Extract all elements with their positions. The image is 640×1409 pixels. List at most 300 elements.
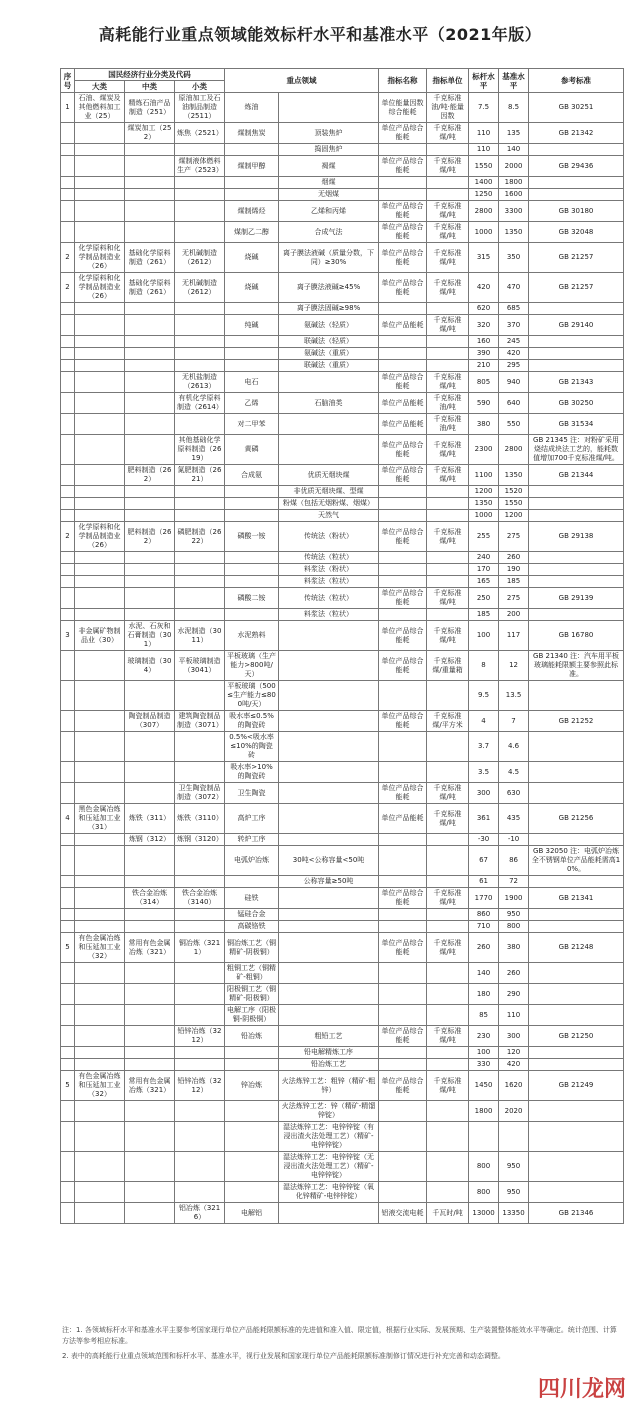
header-benchmark: 标杆水平: [469, 69, 499, 93]
cell-seq: [61, 144, 75, 156]
cell-seq: [61, 189, 75, 201]
cell-subfield: [279, 888, 379, 909]
cell-unit: 千克标准煤/吨: [427, 315, 469, 336]
cell-subfield: 非优质无烟块煤、型煤: [279, 486, 379, 498]
cell-indicator: [379, 486, 427, 498]
cell-indicator: [379, 1182, 427, 1203]
cell-benchmark: 420: [469, 273, 499, 303]
table-row: [61, 609, 624, 621]
cell-seq: [61, 711, 75, 732]
cell-unit: 千克标准煤/吨: [427, 156, 469, 177]
cell-standard: GB 21343: [529, 372, 624, 393]
footnote-1: 注：1. 各领域标杆水平和基准水平主要参考国家现行单位产品能耗限额标准的先进值和准入值、限定值，根据行业实际、发展预期、生产装置整体能效水平等确定。统计范围、计算方法等参考相应标准。: [62, 1326, 617, 1345]
cell-standard: [529, 1122, 624, 1152]
table-row: [61, 876, 624, 888]
cell-indicator: 单位产品综合能耗: [379, 123, 427, 144]
cell-field: [225, 1059, 279, 1071]
cell-indicator: 单位产品综合能耗: [379, 156, 427, 177]
cell-field: 对二甲苯: [225, 414, 279, 435]
cell-field: 磷酸二铵: [225, 588, 279, 609]
cell-field: 电弧炉冶炼: [225, 846, 279, 876]
cell-middle: [125, 1152, 175, 1182]
cell-standard: GB 21341: [529, 888, 624, 909]
cell-baseline: 135: [499, 123, 529, 144]
cell-major: 石油、煤炭及其他燃料加工业（25）: [75, 93, 125, 123]
cell-minor: 其他基础化学原料制造（2619）: [175, 435, 225, 465]
table-row: [61, 681, 624, 711]
cell-baseline: 1600: [499, 189, 529, 201]
cell-field: 锰硅合金: [225, 909, 279, 921]
cell-subfield: [279, 414, 379, 435]
table-row: [61, 486, 624, 498]
cell-benchmark: 710: [469, 921, 499, 933]
cell-standard: GB 21250: [529, 1026, 624, 1047]
cell-seq: [61, 1047, 75, 1059]
cell-minor: 平板玻璃制造（3041）: [175, 651, 225, 681]
cell-unit: 千克标准煤/重量箱: [427, 651, 469, 681]
cell-unit: 千克标准煤/吨: [427, 372, 469, 393]
cell-unit: 千克标准煤/吨: [427, 273, 469, 303]
cell-seq: [61, 303, 75, 315]
cell-major: [75, 1026, 125, 1047]
cell-benchmark: 1000: [469, 222, 499, 243]
cell-indicator: [379, 681, 427, 711]
cell-standard: GB 30251: [529, 93, 624, 123]
cell-seq: [61, 435, 75, 465]
cell-benchmark: 85: [469, 1005, 499, 1026]
table-row: [61, 804, 624, 834]
table-row: [61, 834, 624, 846]
table-row: [61, 435, 624, 465]
cell-major: [75, 588, 125, 609]
cell-benchmark: 1000: [469, 510, 499, 522]
cell-middle: [125, 189, 175, 201]
cell-unit: [427, 1182, 469, 1203]
table-row: [61, 510, 624, 522]
cell-baseline: 420: [499, 1059, 529, 1071]
cell-middle: [125, 177, 175, 189]
cell-middle: [125, 1101, 175, 1122]
cell-field: 煤制甲醇: [225, 156, 279, 177]
watermark-logo: 四川龙网: [537, 1377, 626, 1402]
cell-minor: 铅锌冶炼（3212）: [175, 1071, 225, 1101]
cell-minor: [175, 1059, 225, 1071]
cell-indicator: [379, 963, 427, 984]
cell-middle: 炼铁（311）: [125, 804, 175, 834]
cell-indicator: [379, 609, 427, 621]
cell-standard: GB 21256: [529, 804, 624, 834]
cell-benchmark: 160: [469, 336, 499, 348]
cell-major: [75, 762, 125, 783]
cell-field: [225, 576, 279, 588]
cell-middle: [125, 783, 175, 804]
cell-unit: 千克标准煤/吨: [427, 933, 469, 963]
cell-middle: [125, 552, 175, 564]
cell-field: 水泥熟料: [225, 621, 279, 651]
table-row: [61, 222, 624, 243]
cell-benchmark: 3.7: [469, 732, 499, 762]
cell-field: 0.5%<吸水率≤10%的陶瓷砖: [225, 732, 279, 762]
cell-benchmark: 110: [469, 144, 499, 156]
cell-major: [75, 846, 125, 876]
cell-standard: [529, 1152, 624, 1182]
cell-middle: [125, 498, 175, 510]
cell-indicator: 铝液交流电耗: [379, 1203, 427, 1224]
cell-minor: 铅锌冶炼（3212）: [175, 1026, 225, 1047]
cell-minor: 原油加工及石油制品制造（2511）: [175, 93, 225, 123]
cell-subfield: [279, 651, 379, 681]
cell-major: [75, 783, 125, 804]
cell-seq: [61, 834, 75, 846]
cell-field: [225, 1047, 279, 1059]
cell-standard: [529, 921, 624, 933]
cell-unit: [427, 576, 469, 588]
cell-subfield: 联碱法（轻质）: [279, 336, 379, 348]
cell-minor: [175, 681, 225, 711]
cell-middle: [125, 486, 175, 498]
cell-unit: [427, 681, 469, 711]
cell-baseline: 260: [499, 552, 529, 564]
table-row: [61, 1152, 624, 1182]
cell-indicator: [379, 1047, 427, 1059]
cell-benchmark: 1450: [469, 1071, 499, 1101]
cell-major: [75, 348, 125, 360]
cell-benchmark: 330: [469, 1059, 499, 1071]
cell-indicator: [379, 1101, 427, 1122]
table-row: [61, 933, 624, 963]
cell-standard: GB 29140: [529, 315, 624, 336]
cell-field: 煤制乙二醇: [225, 222, 279, 243]
cell-benchmark: 380: [469, 414, 499, 435]
cell-seq: [61, 336, 75, 348]
cell-indicator: 单位产品综合能耗: [379, 222, 427, 243]
cell-middle: 基础化学原料制造（261）: [125, 243, 175, 273]
cell-subfield: [279, 933, 379, 963]
cell-minor: 铝冶炼（3216）: [175, 1203, 225, 1224]
header-major: 大类: [75, 81, 125, 93]
cell-major: [75, 315, 125, 336]
cell-subfield: 褐煤: [279, 156, 379, 177]
cell-benchmark: 180: [469, 984, 499, 1005]
cell-seq: [61, 732, 75, 762]
cell-middle: 水泥、石灰和石膏制造（301）: [125, 621, 175, 651]
cell-subfield: [279, 681, 379, 711]
table-row: [61, 564, 624, 576]
header-indicator: 指标名称: [379, 69, 427, 93]
cell-major: 化学原料和化学制品制造业（26）: [75, 273, 125, 303]
cell-subfield: [279, 711, 379, 732]
header-middle: 中类: [125, 81, 175, 93]
cell-indicator: [379, 909, 427, 921]
table-row: [61, 1059, 624, 1071]
cell-subfield: [279, 621, 379, 651]
cell-indicator: 单位产品综合能耗: [379, 933, 427, 963]
cell-seq: [61, 552, 75, 564]
header-classification: 国民经济行业分类及代码: [75, 69, 225, 81]
table-row: [61, 372, 624, 393]
cell-benchmark: 100: [469, 621, 499, 651]
cell-field: [225, 1101, 279, 1122]
cell-unit: [427, 609, 469, 621]
cell-indicator: [379, 552, 427, 564]
cell-standard: GB 30180: [529, 201, 624, 222]
cell-minor: [175, 1122, 225, 1152]
cell-major: [75, 711, 125, 732]
cell-field: 煤制烯烃: [225, 201, 279, 222]
cell-subfield: 捣固焦炉: [279, 144, 379, 156]
cell-subfield: 粗铅工艺: [279, 1026, 379, 1047]
cell-seq: [61, 783, 75, 804]
cell-baseline: 7: [499, 711, 529, 732]
cell-baseline: 275: [499, 588, 529, 609]
cell-indicator: [379, 360, 427, 372]
cell-field: [225, 189, 279, 201]
cell-indicator: 单位产品综合能耗: [379, 588, 427, 609]
cell-unit: [427, 177, 469, 189]
header-minor: 小类: [175, 81, 225, 93]
cell-seq: [61, 465, 75, 486]
cell-middle: [125, 1122, 175, 1152]
cell-baseline: 8.5: [499, 93, 529, 123]
cell-seq: [61, 486, 75, 498]
cell-major: [75, 963, 125, 984]
cell-benchmark: 1770: [469, 888, 499, 909]
cell-baseline: 2020: [499, 1101, 529, 1122]
cell-middle: [125, 909, 175, 921]
cell-field: [225, 552, 279, 564]
cell-minor: [175, 189, 225, 201]
cell-unit: [427, 921, 469, 933]
cell-baseline: 640: [499, 393, 529, 414]
cell-standard: GB 21344: [529, 465, 624, 486]
cell-unit: [427, 762, 469, 783]
cell-standard: [529, 498, 624, 510]
cell-field: 电解铝: [225, 1203, 279, 1224]
cell-baseline: 1800: [499, 177, 529, 189]
table-row: [61, 1203, 624, 1224]
cell-subfield: [279, 834, 379, 846]
cell-indicator: [379, 1122, 427, 1152]
cell-middle: [125, 1026, 175, 1047]
cell-unit: [427, 1047, 469, 1059]
cell-seq: [61, 1203, 75, 1224]
cell-baseline: 13350: [499, 1203, 529, 1224]
cell-middle: [125, 576, 175, 588]
cell-standard: [529, 963, 624, 984]
table-row: [61, 156, 624, 177]
cell-subfield: 30吨<公称容量<50吨: [279, 846, 379, 876]
cell-seq: [61, 123, 75, 144]
cell-middle: [125, 201, 175, 222]
table-row: [61, 921, 624, 933]
cell-baseline: 13.5: [499, 681, 529, 711]
cell-baseline: 295: [499, 360, 529, 372]
cell-major: [75, 1101, 125, 1122]
cell-major: [75, 486, 125, 498]
cell-indicator: 单位产品综合能耗: [379, 651, 427, 681]
cell-standard: [529, 909, 624, 921]
cell-seq: [61, 156, 75, 177]
cell-subfield: [279, 783, 379, 804]
cell-indicator: [379, 876, 427, 888]
cell-middle: [125, 1059, 175, 1071]
cell-field: 烧碱: [225, 243, 279, 273]
header-baseline: 基准水平: [499, 69, 529, 93]
cell-minor: 炼铁（3110）: [175, 804, 225, 834]
table-row: [61, 1182, 624, 1203]
cell-baseline: 4.5: [499, 762, 529, 783]
cell-minor: [175, 510, 225, 522]
cell-field: 高炉工序: [225, 804, 279, 834]
cell-standard: GB 29138: [529, 522, 624, 552]
table-row: [61, 273, 624, 303]
cell-baseline: 140: [499, 144, 529, 156]
cell-benchmark: 620: [469, 303, 499, 315]
cell-field: [225, 303, 279, 315]
cell-middle: 铁合金冶炼（314）: [125, 888, 175, 909]
cell-subfield: [279, 93, 379, 123]
cell-subfield: [279, 1203, 379, 1224]
table-row: [61, 1026, 624, 1047]
cell-unit: [427, 552, 469, 564]
cell-major: [75, 1059, 125, 1071]
cell-benchmark: 230: [469, 1026, 499, 1047]
cell-unit: [427, 189, 469, 201]
cell-subfield: [279, 732, 379, 762]
cell-minor: [175, 762, 225, 783]
cell-unit: 千克标准煤/平方米: [427, 711, 469, 732]
cell-baseline: 72: [499, 876, 529, 888]
cell-unit: [427, 1122, 469, 1152]
cell-subfield: 氨碱法（重质）: [279, 348, 379, 360]
cell-indicator: 单位产品能耗: [379, 414, 427, 435]
cell-major: 化学原料和化学制品制造业（26）: [75, 243, 125, 273]
cell-seq: [61, 315, 75, 336]
cell-seq: [61, 576, 75, 588]
cell-subfield: [279, 963, 379, 984]
table-row: [61, 576, 624, 588]
cell-field: 烧碱: [225, 273, 279, 303]
cell-unit: 千克标准油/吨: [427, 414, 469, 435]
footnote-2: 2. 表中的高耗能行业重点领域范围和标杆水平、基准水平，视行业发展和国家现行单位产品能耗限额标准制修订情况进行补充完善和动态调整。: [62, 1352, 505, 1360]
cell-minor: [175, 909, 225, 921]
cell-baseline: 1620: [499, 1071, 529, 1101]
cell-indicator: [379, 348, 427, 360]
cell-unit: [427, 846, 469, 876]
cell-standard: [529, 177, 624, 189]
table-row: [61, 762, 624, 783]
header-field: 重点领域: [225, 69, 379, 93]
cell-baseline: 117: [499, 621, 529, 651]
cell-benchmark: 9.5: [469, 681, 499, 711]
table-row: [61, 651, 624, 681]
cell-standard: GB 32050 注：电弧炉冶炼全不锈钢单位产品能耗需高10%。: [529, 846, 624, 876]
cell-baseline: 3300: [499, 201, 529, 222]
cell-seq: [61, 498, 75, 510]
cell-major: [75, 909, 125, 921]
cell-minor: 煤制液体燃料生产（2523）: [175, 156, 225, 177]
cell-standard: GB 21342: [529, 123, 624, 144]
cell-seq: [61, 1005, 75, 1026]
cell-benchmark: 110: [469, 123, 499, 144]
cell-major: 黑色金属冶炼和压延加工业（31）: [75, 804, 125, 834]
cell-subfield: 铅冶炼工艺: [279, 1059, 379, 1071]
table-row: [61, 963, 624, 984]
cell-seq: [61, 681, 75, 711]
cell-indicator: [379, 336, 427, 348]
cell-indicator: 单位产品能耗: [379, 393, 427, 414]
cell-indicator: [379, 834, 427, 846]
cell-unit: 千克标准煤/吨: [427, 588, 469, 609]
cell-standard: GB 21249: [529, 1071, 624, 1101]
cell-baseline: 420: [499, 348, 529, 360]
cell-minor: [175, 1047, 225, 1059]
cell-benchmark: 1250: [469, 189, 499, 201]
benchmark-table-container: [60, 68, 623, 1323]
cell-indicator: [379, 1152, 427, 1182]
cell-baseline: 1520: [499, 486, 529, 498]
table-row: [61, 1122, 624, 1152]
cell-major: [75, 1152, 125, 1182]
cell-baseline: 2800: [499, 435, 529, 465]
cell-unit: 千克标准煤/吨: [427, 804, 469, 834]
cell-major: [75, 609, 125, 621]
cell-unit: [427, 1005, 469, 1026]
cell-standard: GB 21346: [529, 1203, 624, 1224]
cell-benchmark: 165: [469, 576, 499, 588]
table-row: [61, 984, 624, 1005]
cell-field: [225, 336, 279, 348]
cell-benchmark: -30: [469, 834, 499, 846]
cell-benchmark: 2300: [469, 435, 499, 465]
cell-subfield: 传统法（粒状）: [279, 588, 379, 609]
cell-benchmark: 7.5: [469, 93, 499, 123]
cell-middle: [125, 144, 175, 156]
cell-middle: [125, 1047, 175, 1059]
cell-baseline: 950: [499, 1182, 529, 1203]
cell-standard: [529, 510, 624, 522]
cell-major: [75, 465, 125, 486]
cell-middle: [125, 681, 175, 711]
cell-indicator: [379, 984, 427, 1005]
cell-middle: 常用有色金属冶炼（321）: [125, 1071, 175, 1101]
cell-seq: [61, 201, 75, 222]
cell-benchmark: 210: [469, 360, 499, 372]
cell-subfield: 湿法炼锌工艺：电锌锌锭（氧化锌精矿-电锌锌锭）: [279, 1182, 379, 1203]
cell-major: [75, 834, 125, 846]
cell-standard: [529, 984, 624, 1005]
cell-field: 平板玻璃（生产能力>800吨/天）: [225, 651, 279, 681]
cell-major: [75, 576, 125, 588]
cell-middle: [125, 609, 175, 621]
cell-subfield: [279, 372, 379, 393]
cell-minor: 无机碱制造（2612）: [175, 243, 225, 273]
cell-baseline: [499, 1122, 529, 1152]
cell-seq: [61, 222, 75, 243]
cell-baseline: 245: [499, 336, 529, 348]
cell-standard: [529, 1005, 624, 1026]
cell-baseline: 86: [499, 846, 529, 876]
cell-unit: [427, 963, 469, 984]
cell-baseline: 550: [499, 414, 529, 435]
cell-field: [225, 1152, 279, 1182]
cell-baseline: 685: [499, 303, 529, 315]
cell-subfield: 粉煤（包括无烟粉煤、烟煤）: [279, 498, 379, 510]
cell-field: 粗铜工艺（铜精矿-粗铜）: [225, 963, 279, 984]
cell-indicator: 单位产品综合能耗: [379, 372, 427, 393]
cell-major: [75, 921, 125, 933]
cell-middle: [125, 348, 175, 360]
